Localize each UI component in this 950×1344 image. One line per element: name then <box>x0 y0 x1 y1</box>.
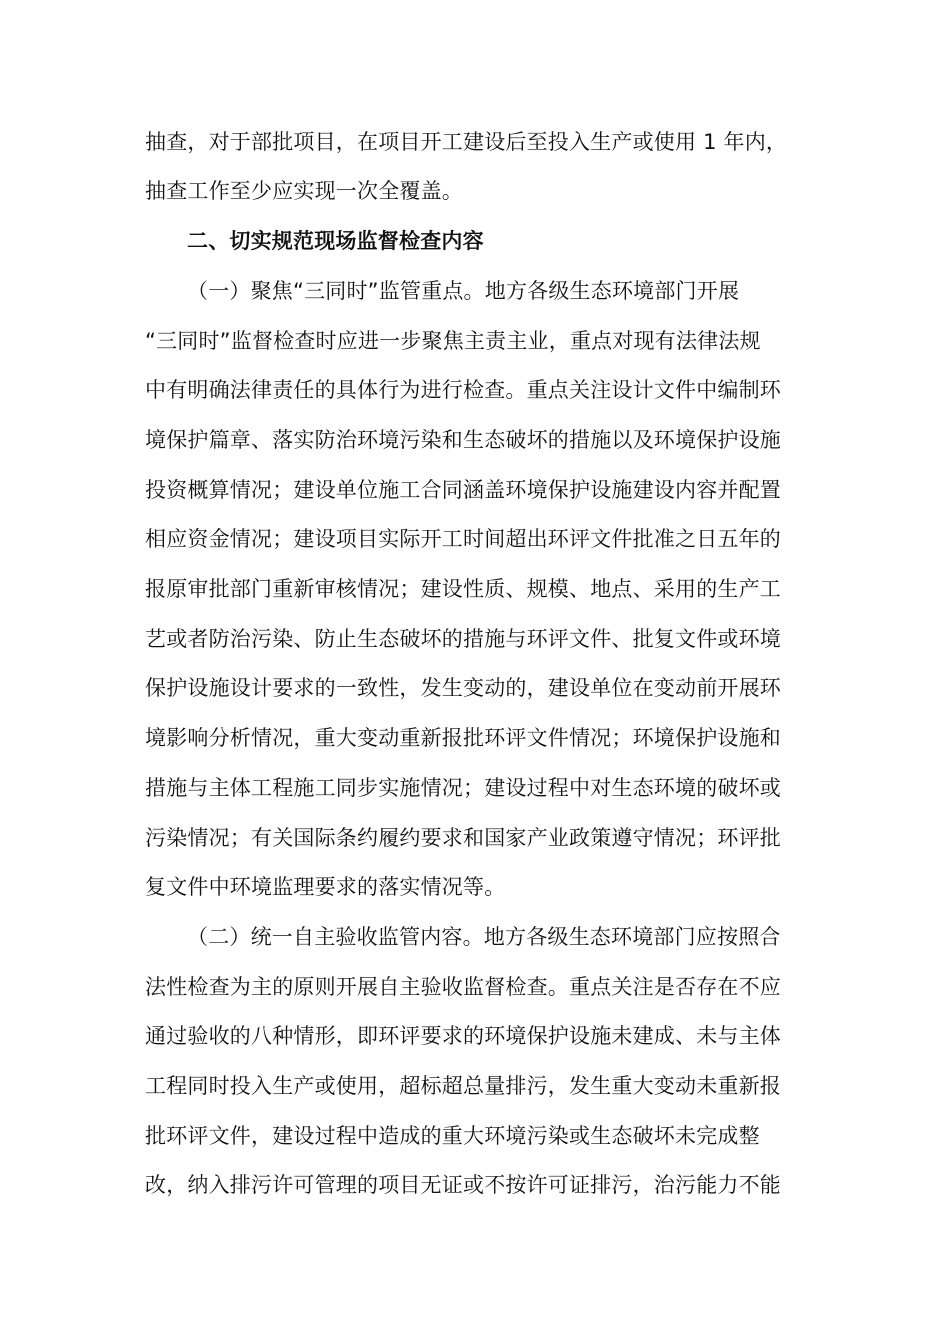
text-line-11: 艺或者防治污染、防止生态破坏的措施与环评文件、批复文件或环境 <box>145 627 781 651</box>
paragraph-1-start: （一）聚焦“三同时”监管重点。地方各级生态环境部门开展 <box>187 279 740 303</box>
text-line-7: 境保护篇章、落实防治环境污染和生态破坏的措施以及环境保护设施 <box>145 428 781 452</box>
text-line-2: 抽查工作至少应实现一次全覆盖。 <box>145 179 463 203</box>
text-line-9: 相应资金情况；建设项目实际开工时间超出环评文件批准之日五年的 <box>145 527 781 551</box>
text-line-8: 投资概算情况；建设单位施工合同涵盖环境保护设施建设内容并配置 <box>145 478 781 502</box>
text-line-16: 复文件中环境监理要求的落实情况等。 <box>145 875 506 899</box>
text-line-21: 批环评文件，建设过程中造成的重大环境污染或生态破坏未完成整 <box>145 1124 760 1148</box>
text-line-19: 通过验收的八种情形，即环评要求的环境保护设施未建成、未与主体 <box>145 1024 781 1048</box>
text-line-20: 工程同时投入生产或使用，超标超总量排污，发生重大变动未重新报 <box>145 1074 781 1098</box>
text-line-22: 改，纳入排污许可管理的项目无证或不按许可证排污，治污能力不能 <box>145 1173 781 1197</box>
text-line-14: 措施与主体工程施工同步实施情况；建设过程中对生态环境的破坏或 <box>145 776 781 800</box>
text-line-10: 报原审批部门重新审核情况；建设性质、规模、地点、采用的生产工 <box>145 577 781 601</box>
text-line-18: 法性检查为主的原则开展自主验收监督检查。重点关注是否存在不应 <box>145 975 781 999</box>
text-line-15: 污染情况；有关国际条约履约要求和国家产业政策遵守情况；环评批 <box>145 826 781 850</box>
text-line-12: 保护设施设计要求的一致性，发生变动的，建设单位在变动前开展环 <box>145 676 781 700</box>
section-heading-2: 二、切实规范现场监督检查内容 <box>187 229 484 253</box>
text-line-6: 中有明确法律责任的具体行为进行检查。重点关注设计文件中编制环 <box>145 378 781 402</box>
text-line-1: 抽查，对于部批项目，在项目开工建设后至投入生产或使用 1 年内， <box>145 130 788 154</box>
paragraph-2-start: （二）统一自主验收监管内容。地方各级生态环境部门应按照合 <box>187 925 781 949</box>
text-line-5: “三同时”监督检查时应进一步聚焦主责主业，重点对现有法律法规 <box>145 329 761 353</box>
text-line-13: 境影响分析情况，重大变动重新报批环评文件情况；环境保护设施和 <box>145 726 781 750</box>
